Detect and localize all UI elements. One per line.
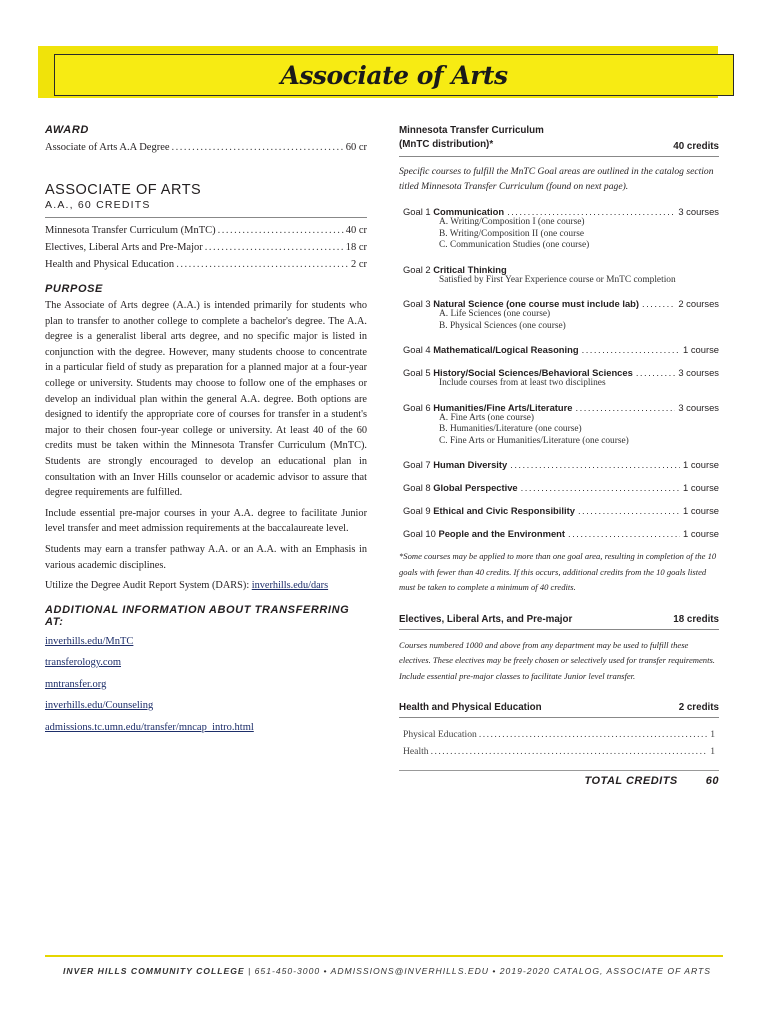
total-label: TOTAL CREDITS <box>584 775 678 787</box>
goal-value: 3 courses <box>678 401 719 413</box>
goal-value: 1 course <box>683 528 719 539</box>
goal-row <box>403 298 719 309</box>
goal-number: Goal 7 <box>403 459 431 470</box>
mntc-note: Specific courses to fulfill the MnTC Goal areas are outlined in the catalog section titled Minnesota Transfer Curriculum (found on next page). <box>399 166 714 192</box>
transfer-link-mntransfer[interactable]: mntransfer.org <box>45 678 107 690</box>
goal-number: Goal 10 <box>403 528 436 539</box>
goal-item <box>403 367 719 390</box>
leader-dots <box>176 256 349 273</box>
goal-name: People and the Environment <box>438 528 566 539</box>
electives-note: Courses numbered 1000 and above from any department may be used to fulfill these electives. These electives may be freely chosen or selectively used for transfer requirements. Include essential pre-major classes to facilitate Junior level transfer. <box>399 639 715 681</box>
program-row <box>45 222 367 239</box>
divider <box>399 770 719 771</box>
hpe-row-label: Health <box>403 746 429 757</box>
total-row <box>399 775 719 787</box>
goal-value: 3 courses <box>678 367 719 378</box>
goal-value: 2 courses <box>678 298 719 309</box>
total-value: 60 <box>705 775 719 787</box>
footer-rule <box>45 955 723 957</box>
title-box <box>54 54 734 96</box>
goal-name: Communication <box>433 206 505 217</box>
hpe-credits: 2 credits <box>678 702 719 713</box>
goal-label <box>403 528 565 539</box>
program-row-value: 40 cr <box>345 225 367 236</box>
leader-dots <box>479 726 708 743</box>
goal-item <box>403 298 719 332</box>
goal-item <box>403 264 719 287</box>
award-value: 60 cr <box>345 142 367 153</box>
goal-number: Goal 2 <box>403 263 431 275</box>
award-label: Associate of Arts A.A Degree <box>45 142 170 153</box>
divider <box>399 717 719 718</box>
goal-number: Goal 5 <box>403 367 431 378</box>
goal-subitem: A. Fine Arts (one course) <box>439 412 535 423</box>
purpose-paragraph: The Associate of Arts degree (A.A.) is intended primarily for students who plan to transfer to another college to complete a bachelor's degree. The A.A. degree is a generalist liberal arts degree, and no specific major is listed in conjunction with the degree. However, many students choose to concentrate in a particular field of study as preparation for a planned major at a four-year college or university. Students may choose to follow one of the emphases or develop an individual plan within the general A.A. degree. Both options are designed to identify the appropriate core of courses for transfer in a student's major to their chosen four-year college or university. At least 40 of the 60 credits must be taken within the Minnesota Transfer Curriculum (MnTC). Students are strongly encouraged to develop an educational plan in consultation with an Inver Hills counselor or academic advisor to assure that degree requirements are fulfilled. <box>45 300 367 499</box>
leader-dots <box>507 206 675 217</box>
goal-subitem: A. Writing/Composition I (one course) <box>439 217 585 227</box>
program-row-label: Electives, Liberal Arts and Pre-Major <box>45 242 203 253</box>
goal-number: Goal 4 <box>403 344 431 355</box>
dars-paragraph <box>45 578 367 594</box>
electives-heading: Electives, Liberal Arts, and Pre-major <box>399 613 573 625</box>
leader-dots <box>642 298 675 309</box>
goal-row <box>403 482 719 493</box>
title-banner <box>38 46 718 98</box>
goal-label <box>403 482 518 493</box>
goal-value: 1 course <box>683 505 719 516</box>
program-row-label: Health and Physical Education <box>45 259 175 270</box>
divider <box>399 156 719 157</box>
leader-dots <box>205 239 344 256</box>
hpe-row <box>403 726 715 743</box>
leader-dots <box>576 402 676 413</box>
goal-subitem: A. Life Sciences (one course) <box>439 309 551 319</box>
program-row-label: Minnesota Transfer Curriculum (MnTC) <box>45 225 216 236</box>
goal-name: Ethical and Civic Responsibility <box>433 505 575 516</box>
goal-row <box>403 206 719 217</box>
leader-dots <box>218 222 344 239</box>
goal-subitem: B. Physical Sciences (one course) <box>439 320 566 331</box>
goal-subitem: B. Humanities/Literature (one course) <box>439 424 582 434</box>
goal-label <box>403 402 573 413</box>
goal-value: 3 courses <box>678 206 719 217</box>
goal-subitem: C. Fine Arts or Humanities/Literature (one course) <box>439 435 629 446</box>
goal-number: Goal 8 <box>403 482 431 493</box>
goal-row <box>403 459 719 470</box>
divider <box>45 217 367 218</box>
goal-row <box>403 264 719 275</box>
goal-item <box>403 402 719 448</box>
transfer-link-umn[interactable]: admissions.tc.umn.edu/transfer/mncap_intro.html <box>45 721 254 733</box>
hpe-row-value: 1 <box>710 746 715 757</box>
goal-item <box>403 459 719 470</box>
transfer-link-mntc[interactable]: inverhills.edu/MnTC <box>45 635 134 647</box>
leader-dots <box>582 344 680 355</box>
goal-row <box>403 505 719 516</box>
dars-text: Utilize the Degree Audit Report System (DARS): <box>45 580 252 592</box>
program-row-value: 2 cr <box>350 259 367 270</box>
goal-row <box>403 528 719 539</box>
goal-name: Humanities/Fine Arts/Literature <box>433 401 573 413</box>
goal-name: History/Social Sciences/Behavioral Sciences <box>433 367 633 378</box>
goal-item <box>403 528 719 539</box>
goal-row <box>403 367 719 378</box>
award-row <box>45 139 367 156</box>
goal-label <box>403 367 633 378</box>
goal-number: Goal 3 <box>403 298 431 309</box>
goal-subitem: Satisfied by First Year Experience course or MnTC completion <box>439 274 676 285</box>
mntc-heading <box>399 124 544 152</box>
transfer-heading: ADDITIONAL INFORMATION ABOUT TRANSFERRING AT: <box>45 603 350 628</box>
goal-name: Global Perspective <box>433 482 518 493</box>
leader-dots <box>568 528 680 539</box>
dars-link[interactable]: inverhills.edu/dars <box>251 580 329 592</box>
mntc-heading-line2: (MnTC distribution)* <box>399 139 494 150</box>
goal-label <box>403 459 507 470</box>
page-title: Associate of Arts <box>280 60 508 90</box>
goal-name: Critical Thinking <box>433 263 507 275</box>
transfer-link-transferology[interactable]: transferology.com <box>45 657 122 669</box>
goal-label <box>403 505 575 516</box>
hpe-header <box>399 702 719 713</box>
goal-item <box>403 206 719 252</box>
hpe-row-value: 1 <box>710 729 715 740</box>
program-row <box>45 239 367 256</box>
divider <box>399 629 719 630</box>
goal-label <box>403 206 504 217</box>
leader-dots <box>578 505 680 516</box>
goal-number: Goal 9 <box>403 505 431 516</box>
leader-dots <box>172 139 344 156</box>
goal-name: Mathematical/Logical Reasoning <box>433 344 579 355</box>
hpe-section <box>399 702 719 787</box>
goal-subitem: C. Communication Studies (one course) <box>439 240 590 250</box>
goal-item <box>403 482 719 493</box>
transfer-link-counseling[interactable]: inverhills.edu/Counseling <box>45 700 154 712</box>
leader-dots <box>636 367 676 378</box>
goal-subitem: B. Writing/Composition II (one course <box>439 228 585 239</box>
electives-header <box>399 614 719 625</box>
hpe-heading: Health and Physical Education <box>399 702 542 713</box>
program-heading: ASSOCIATE OF ARTS <box>45 182 202 198</box>
leader-dots <box>510 459 680 470</box>
purpose-heading: PURPOSE <box>45 283 103 295</box>
purpose-paragraph: Students may earn a transfer pathway A.A. or an A.A. with an Emphasis in various academic disciplines. <box>45 543 367 571</box>
goal-row <box>403 402 719 413</box>
goal-subitem: Include courses from at least two disciplines <box>439 378 606 388</box>
footer-college: INVER HILLS COMMUNITY COLLEGE <box>63 966 245 976</box>
goal-item <box>403 505 719 516</box>
goal-value: 1 course <box>683 344 719 355</box>
left-column <box>45 124 367 738</box>
mntc-heading-line1: Minnesota Transfer Curriculum <box>399 125 544 136</box>
mntc-footnote: *Some courses may be applied to more than one goal area, resulting in completion of the 10 goals with fewer than 40 credits. If this occurs, additional credits from the 10 goals listed must be taken to complete a minimum of 40 credits. <box>399 551 717 592</box>
goal-label <box>403 264 507 275</box>
leader-dots <box>521 482 680 493</box>
purpose-paragraph: Include essential pre-major courses in your A.A. degree to facilitate Junior level transfer and meet admission requirements at the baccalaureate level. <box>45 507 367 535</box>
leader-dots <box>431 743 709 760</box>
program-subheading: A.A., 60 CREDITS <box>45 199 151 211</box>
goal-label <box>403 344 579 355</box>
goal-value: 1 course <box>683 459 719 470</box>
hpe-row-label: Physical Education <box>403 729 477 740</box>
electives-section <box>399 614 719 685</box>
program-row <box>45 256 367 273</box>
goal-list <box>399 206 719 539</box>
hpe-row <box>403 743 715 760</box>
footer <box>63 966 711 976</box>
mntc-credits: 40 credits <box>673 141 719 152</box>
electives-credits: 18 credits <box>673 613 719 625</box>
footer-info: | 651-450-3000 • ADMISSIONS@INVERHILLS.EDU • 2019-2020 CATALOG, ASSOCIATE OF ARTS <box>244 966 712 976</box>
mntc-header <box>399 124 719 152</box>
goal-value: 1 course <box>683 482 719 493</box>
goal-number: Goal 1 <box>403 206 431 217</box>
goal-name: Human Diversity <box>433 459 508 470</box>
goal-label <box>403 298 639 309</box>
goal-item <box>403 344 719 355</box>
goal-row <box>403 344 719 355</box>
right-column <box>399 124 719 787</box>
goal-number: Goal 6 <box>403 401 431 413</box>
award-heading: AWARD <box>45 124 89 136</box>
program-row-value: 18 cr <box>345 242 367 253</box>
goal-name: Natural Science (one course must include lab) <box>433 298 640 309</box>
